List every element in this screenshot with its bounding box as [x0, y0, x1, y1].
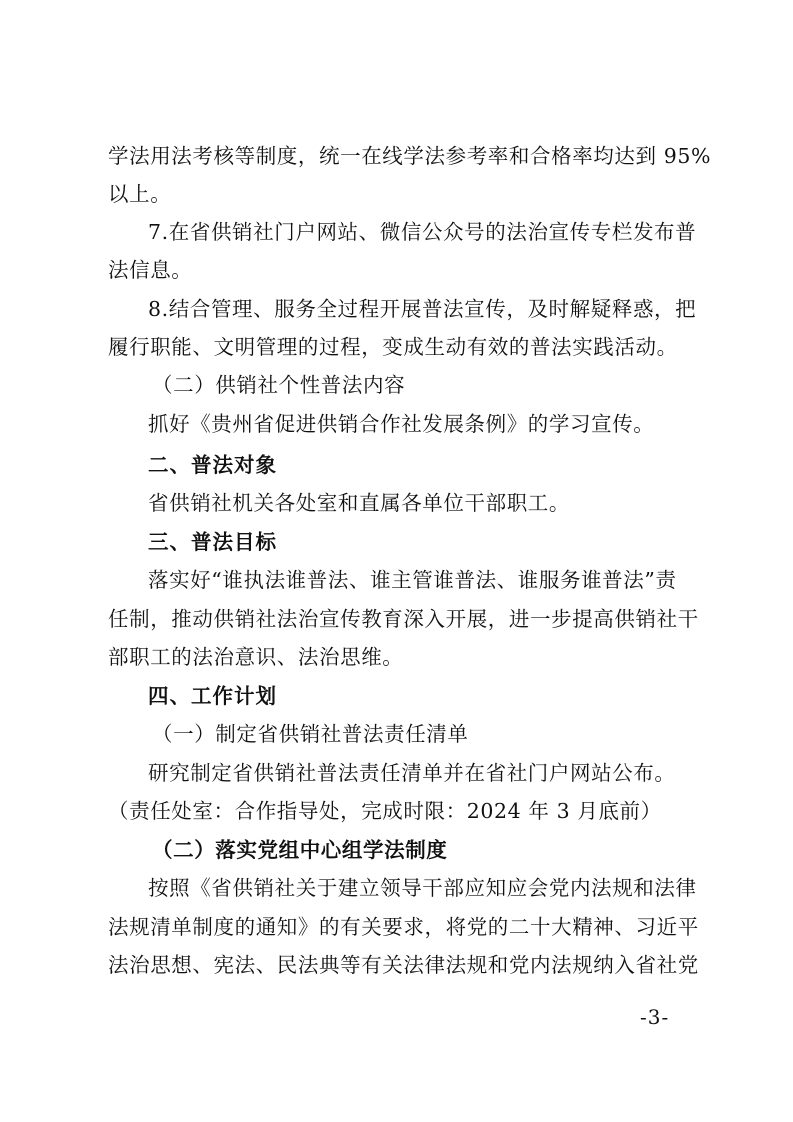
section-heading: 四、工作计划	[148, 684, 277, 708]
subsection-title: （二）供销社个性普法内容	[152, 373, 406, 397]
paragraph-line: 7.在省供销社门户网站、微信公众号的法治宣传专栏发布普	[148, 220, 697, 244]
paragraph-line: 法规清单制度的通知》的有关要求，将党的二十大精神、习近平	[108, 915, 699, 939]
subsection-title: （一）制定省供销社普法责任清单	[152, 722, 469, 746]
page-number: -3-	[640, 1005, 670, 1029]
paragraph-line: 抓好《贵州省促进供销合作社发展条例》的学习宣传。	[148, 412, 655, 436]
paragraph-line: 省供销社机关各处室和直属各单位干部职工。	[148, 491, 570, 515]
subsection-title: （二）落实党组中心组学法制度	[152, 838, 448, 862]
section-heading: 二、普法对象	[148, 453, 277, 477]
paragraph-line: 按照《省供销社关于建立领导干部应知应会党内法规和法律	[148, 876, 697, 900]
paragraph-line: 8.结合管理、服务全过程开展普法宣传，及时解疑释惑，把	[148, 297, 697, 321]
paragraph-line: 法治思想、宪法、民法典等有关法律法规和党内法规纳入省社党	[108, 953, 699, 977]
paragraph-line: 任制，推动供销社法治宣传教育深入开展，进一步提高供销社干	[108, 607, 699, 631]
paragraph-line: 履行职能、文明管理的过程，变成生动有效的普法实践活动。	[108, 335, 678, 359]
paragraph-line: 学法用法考核等制度，统一在线学法参考率和合格率均达到 95%	[108, 144, 712, 168]
section-heading: 三、普法目标	[148, 530, 277, 554]
paragraph-line: 以上。	[108, 182, 172, 206]
paragraph-line: 法信息。	[108, 258, 193, 282]
paragraph-line: 部职工的法治意识、法治思维。	[108, 645, 404, 669]
paragraph-line: 落实好“谁执法谁普法、谁主管谁普法、谁服务谁普法”责	[148, 568, 677, 592]
paragraph-line: （责任处室：合作指导处，完成时限：2024 年 3 月底前）	[108, 799, 662, 823]
paragraph-line: 研究制定省供销社普法责任清单并在省社门户网站公布。	[148, 761, 676, 785]
